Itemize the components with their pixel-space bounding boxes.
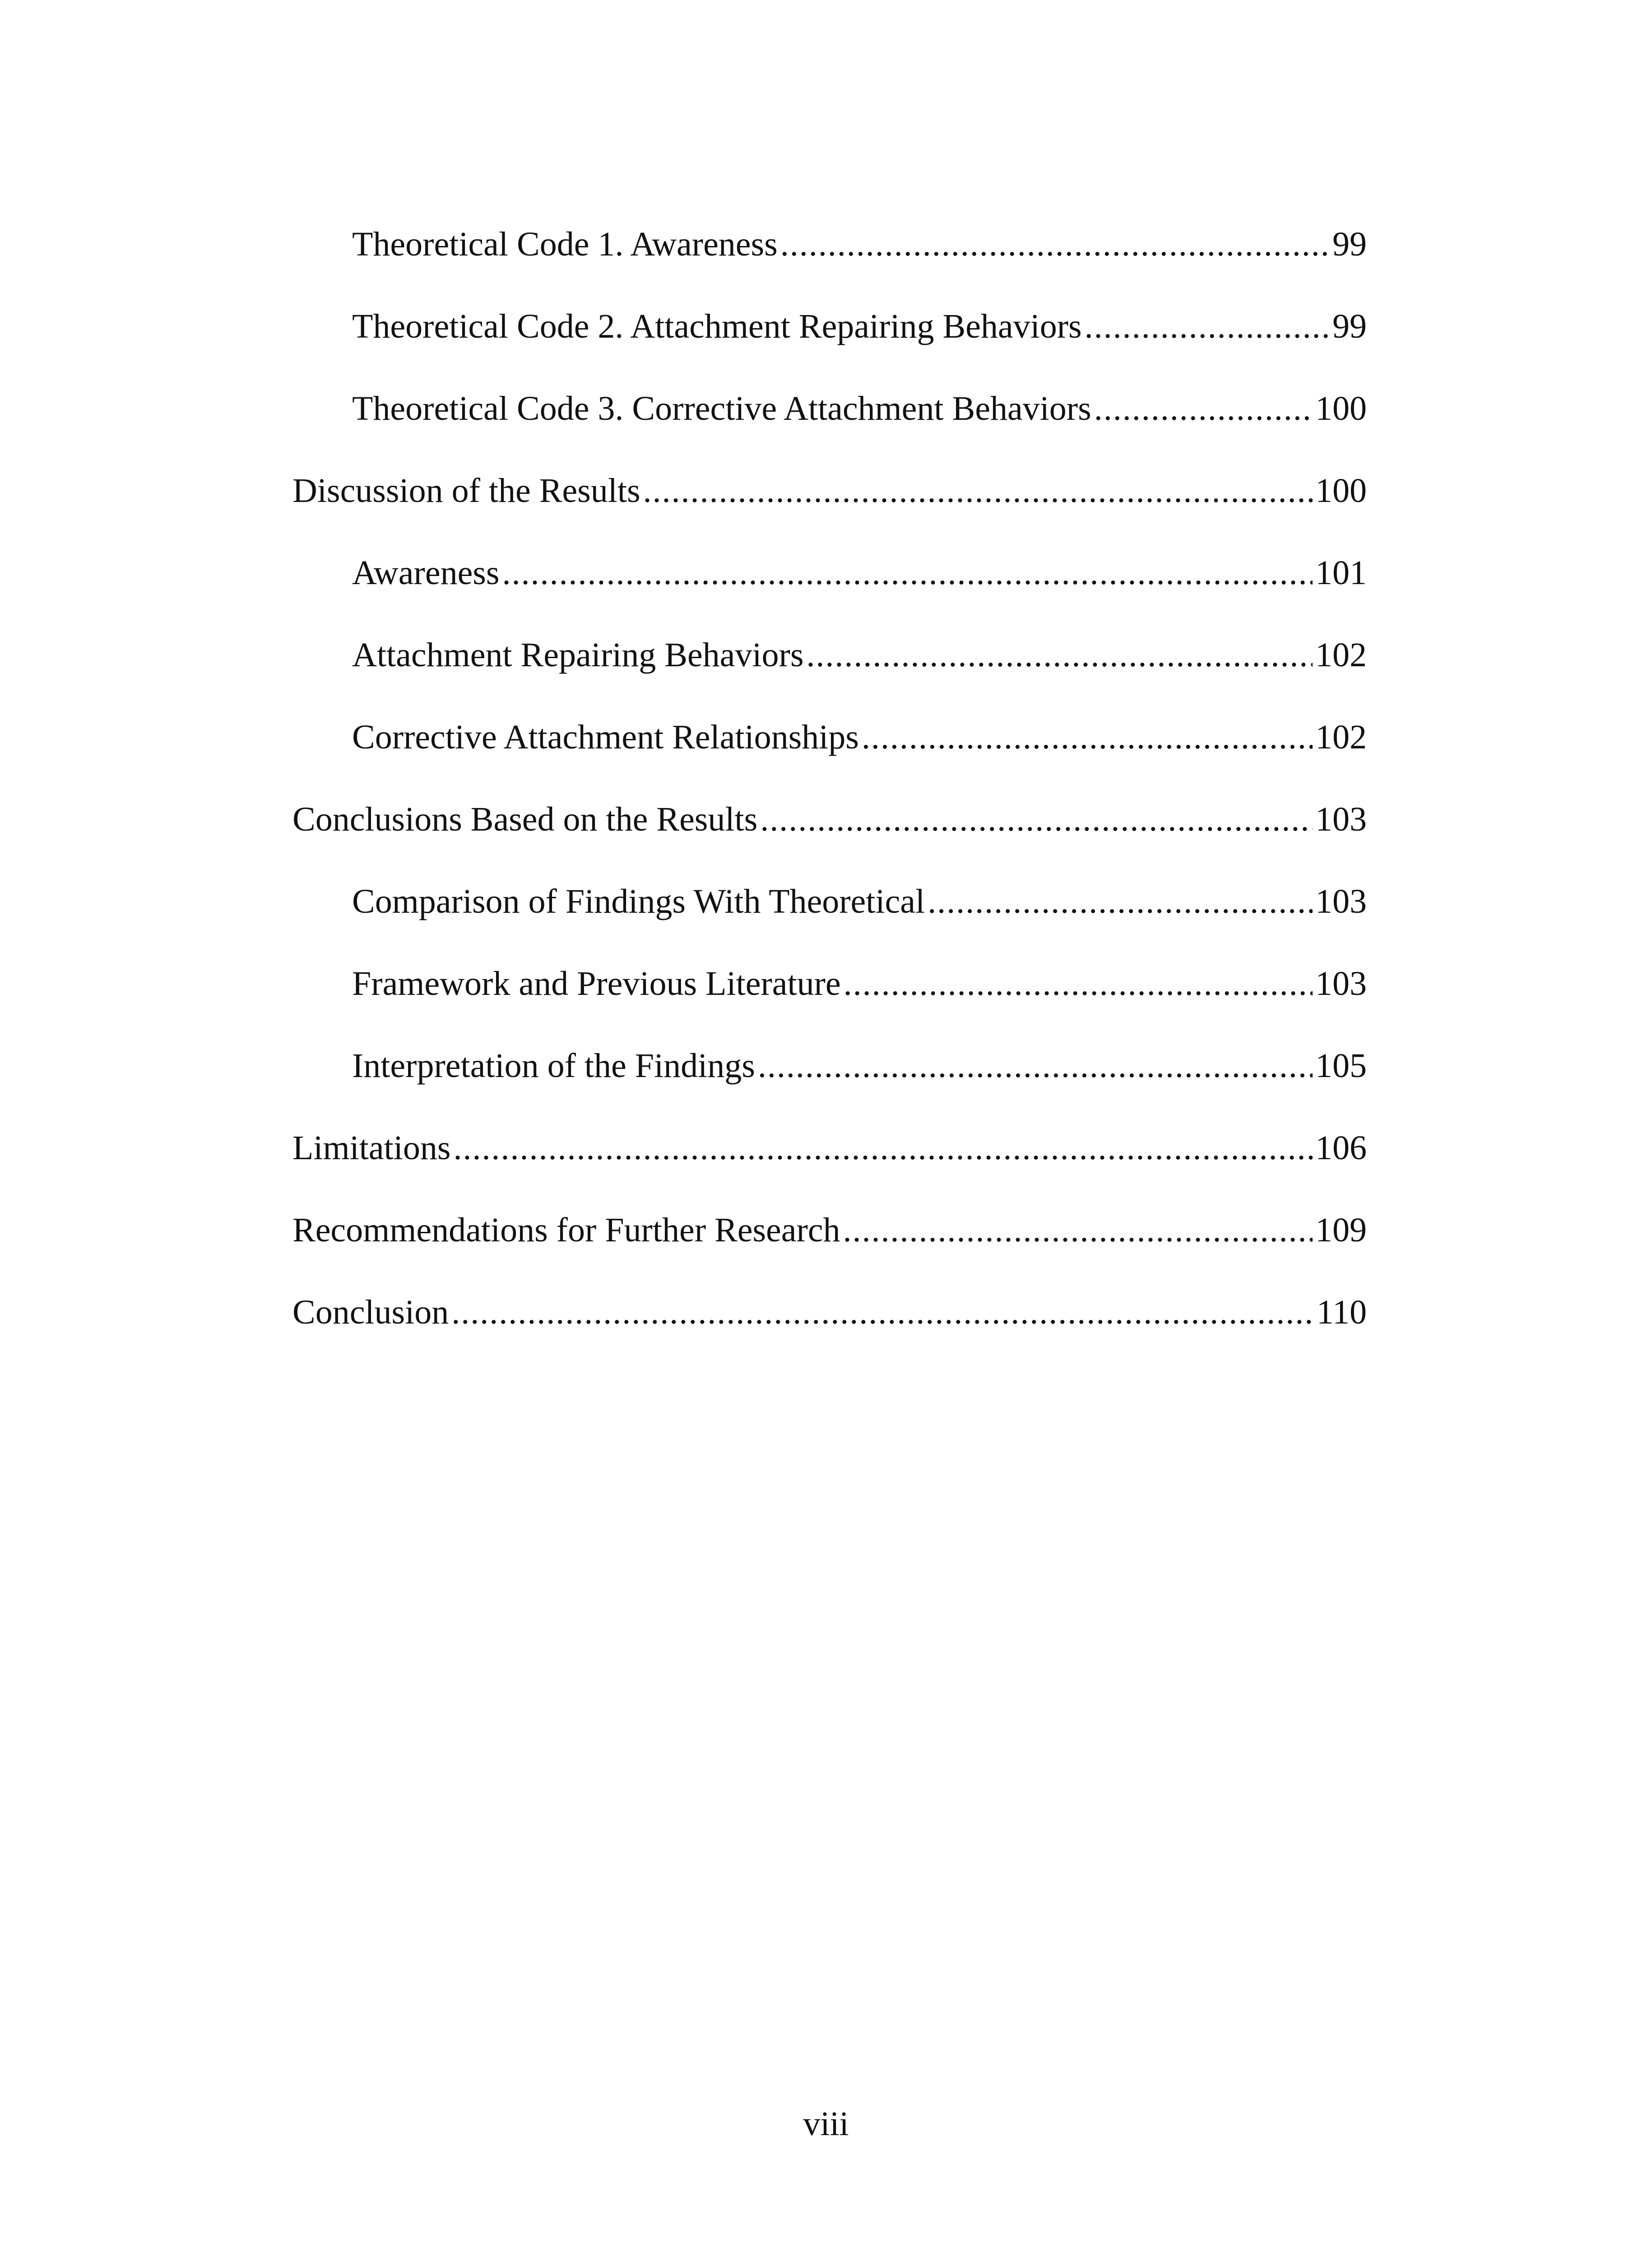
toc-entry-page: 99 xyxy=(1332,307,1367,345)
toc-entry-page: 106 xyxy=(1315,1129,1367,1167)
toc-dot-leader xyxy=(758,1025,1313,1107)
toc-entry xyxy=(292,943,1367,1025)
toc-entry xyxy=(292,285,1367,367)
toc-entry-title: Discussion of the Results xyxy=(292,472,640,510)
toc-entry xyxy=(292,1189,1367,1271)
toc-entry-page: 103 xyxy=(1315,965,1367,1003)
toc-dot-leader xyxy=(760,778,1313,860)
toc-dot-leader xyxy=(928,860,1313,943)
toc-entry-title: Theoretical Code 2. Attachment Repairing Behaviors xyxy=(352,307,1082,345)
toc-entry-title: Theoretical Code 3. Corrective Attachment Behaviors xyxy=(352,390,1091,427)
toc-entry-title: Comparison of Findings With Theoretical xyxy=(352,882,925,920)
toc-entry xyxy=(292,450,1367,532)
toc-dot-leader xyxy=(1085,285,1330,367)
toc-dot-leader xyxy=(806,614,1313,696)
toc-entry-page: 110 xyxy=(1316,1293,1367,1331)
toc-dot-leader xyxy=(643,450,1313,532)
toc-entry-page: 101 xyxy=(1315,554,1367,592)
toc-entry-page: 103 xyxy=(1315,800,1367,838)
toc-entry-page: 102 xyxy=(1315,636,1367,674)
toc-entry-page: 103 xyxy=(1315,882,1367,920)
toc-entry-title: Awareness xyxy=(352,554,500,592)
toc-entry-page: 102 xyxy=(1315,718,1367,756)
toc-entry-title: Limitations xyxy=(292,1129,451,1167)
toc-entry xyxy=(292,1271,1367,1353)
toc-dot-leader xyxy=(453,1107,1313,1189)
toc-dot-leader xyxy=(862,696,1313,778)
toc-entry-title: Attachment Repairing Behaviors xyxy=(352,636,804,674)
toc-entry-page: 99 xyxy=(1332,225,1367,263)
toc-dot-leader xyxy=(780,203,1330,285)
toc-entry xyxy=(292,860,1367,943)
toc-entry-page: 105 xyxy=(1315,1047,1367,1085)
toc-entry xyxy=(292,614,1367,696)
toc-entry xyxy=(292,367,1367,450)
table-of-contents xyxy=(292,203,1367,1353)
toc-entry xyxy=(292,1025,1367,1107)
toc-entry-title: Theoretical Code 1. Awareness xyxy=(352,225,778,263)
toc-dot-leader xyxy=(844,943,1313,1025)
toc-entry-title: Corrective Attachment Relationships xyxy=(352,718,859,756)
toc-entry-title: Recommendations for Further Research xyxy=(292,1211,840,1249)
toc-entry xyxy=(292,696,1367,778)
toc-dot-leader xyxy=(502,532,1313,614)
toc-entry-page: 100 xyxy=(1315,390,1367,427)
toc-entry xyxy=(292,778,1367,860)
toc-entry xyxy=(292,1107,1367,1189)
toc-dot-leader xyxy=(1094,367,1313,450)
toc-entry-page: 109 xyxy=(1315,1211,1367,1249)
toc-entry-title: Conclusion xyxy=(292,1293,449,1331)
toc-entry-page: 100 xyxy=(1315,472,1367,510)
toc-entry xyxy=(292,532,1367,614)
toc-entry-title: Framework and Previous Literature xyxy=(352,965,841,1003)
toc-dot-leader xyxy=(843,1189,1313,1271)
toc-entry xyxy=(292,203,1367,285)
toc-entry-title: Interpretation of the Findings xyxy=(352,1047,755,1085)
toc-dot-leader xyxy=(451,1271,1314,1353)
toc-entry-title: Conclusions Based on the Results xyxy=(292,800,758,838)
page-number: viii xyxy=(803,2105,849,2143)
